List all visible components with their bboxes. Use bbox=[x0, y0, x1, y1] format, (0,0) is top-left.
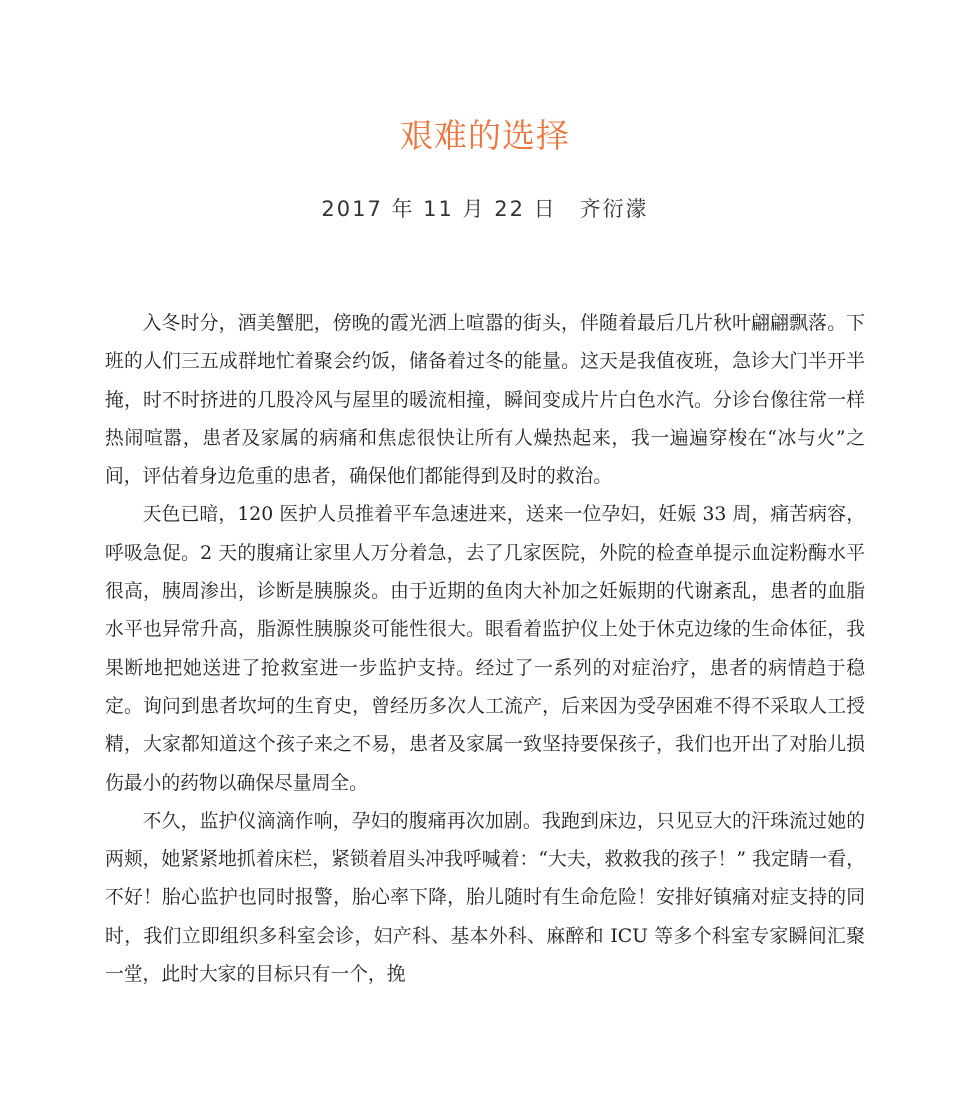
article-title: 艰难的选择 bbox=[400, 116, 570, 155]
article-byline: 2017 年 11 月 22 日 齐衍濛 bbox=[321, 197, 649, 221]
paragraph: 不久，监护仪滴滴作响，孕妇的腹痛再次加剧。我跑到床边，只见豆大的汗珠流过她的两颊，她紧紧地抓着床栏，紧锁着眉头冲我呼喊着：“大夫，救救我的孩子！” 我定睛一看，不好！胎心监护也同时报警，胎心率下降，胎儿随时有生命危险！安排好镇痛对症支持的同时，我们立即组织多科室会诊，妇产科、基本外科、麻醉和 ICU 等多个科室专家瞬间汇聚一堂，此时大家的目标只有一个，挽 bbox=[105, 810, 865, 986]
paragraph: 天色已暗，120 医护人员推着平车急速进来，送来一位孕妇，妊娠 33 周，痛苦病容，呼吸急促。2 天的腹痛让家里人万分着急，去了几家医院，外院的检查单提示血淀粉酶水平很高，胰周渗出，诊断是胰腺炎。由于近期的鱼肉大补加之妊娠期的代谢紊乱，患者的血脂水平也异常升高，脂源性胰腺炎可能性很大。眼看着监护仪上处于休克边缘的生命体征，我果断地把她送进了抢救室进一步监护支持。经过了一系列的对症治疗，患者的病情趋于稳定。询问到患者坎坷的生育史，曾经历多次人工流产，后来因为受孕困难不得不采取人工授精，大家都知道这个孩子来之不易，患者及家属一致坚持要保孩子，我们也开出了对胎儿损伤最小的药物以确保尽量周全。 bbox=[105, 504, 865, 794]
paragraph: 入冬时分，酒美蟹肥，傍晚的霞光洒上喧嚣的街头，伴随着最后几片秋叶翩翩飘落。下班的人们三五成群地忙着聚会约饭，储备着过冬的能量。这天是我值夜班，急诊大门半开半掩，时不时挤进的几股冷风与屋里的暖流相撞，瞬间变成片片白色水汽。分诊台像往常一样热闹喧嚣，患者及家属的病痛和焦虑很快让所有人燥热起来，我一遍遍穿梭在“冰与火”之间，评估着身边危重的患者，确保他们都能得到及时的救治。 bbox=[105, 313, 865, 488]
article-body bbox=[105, 305, 865, 994]
